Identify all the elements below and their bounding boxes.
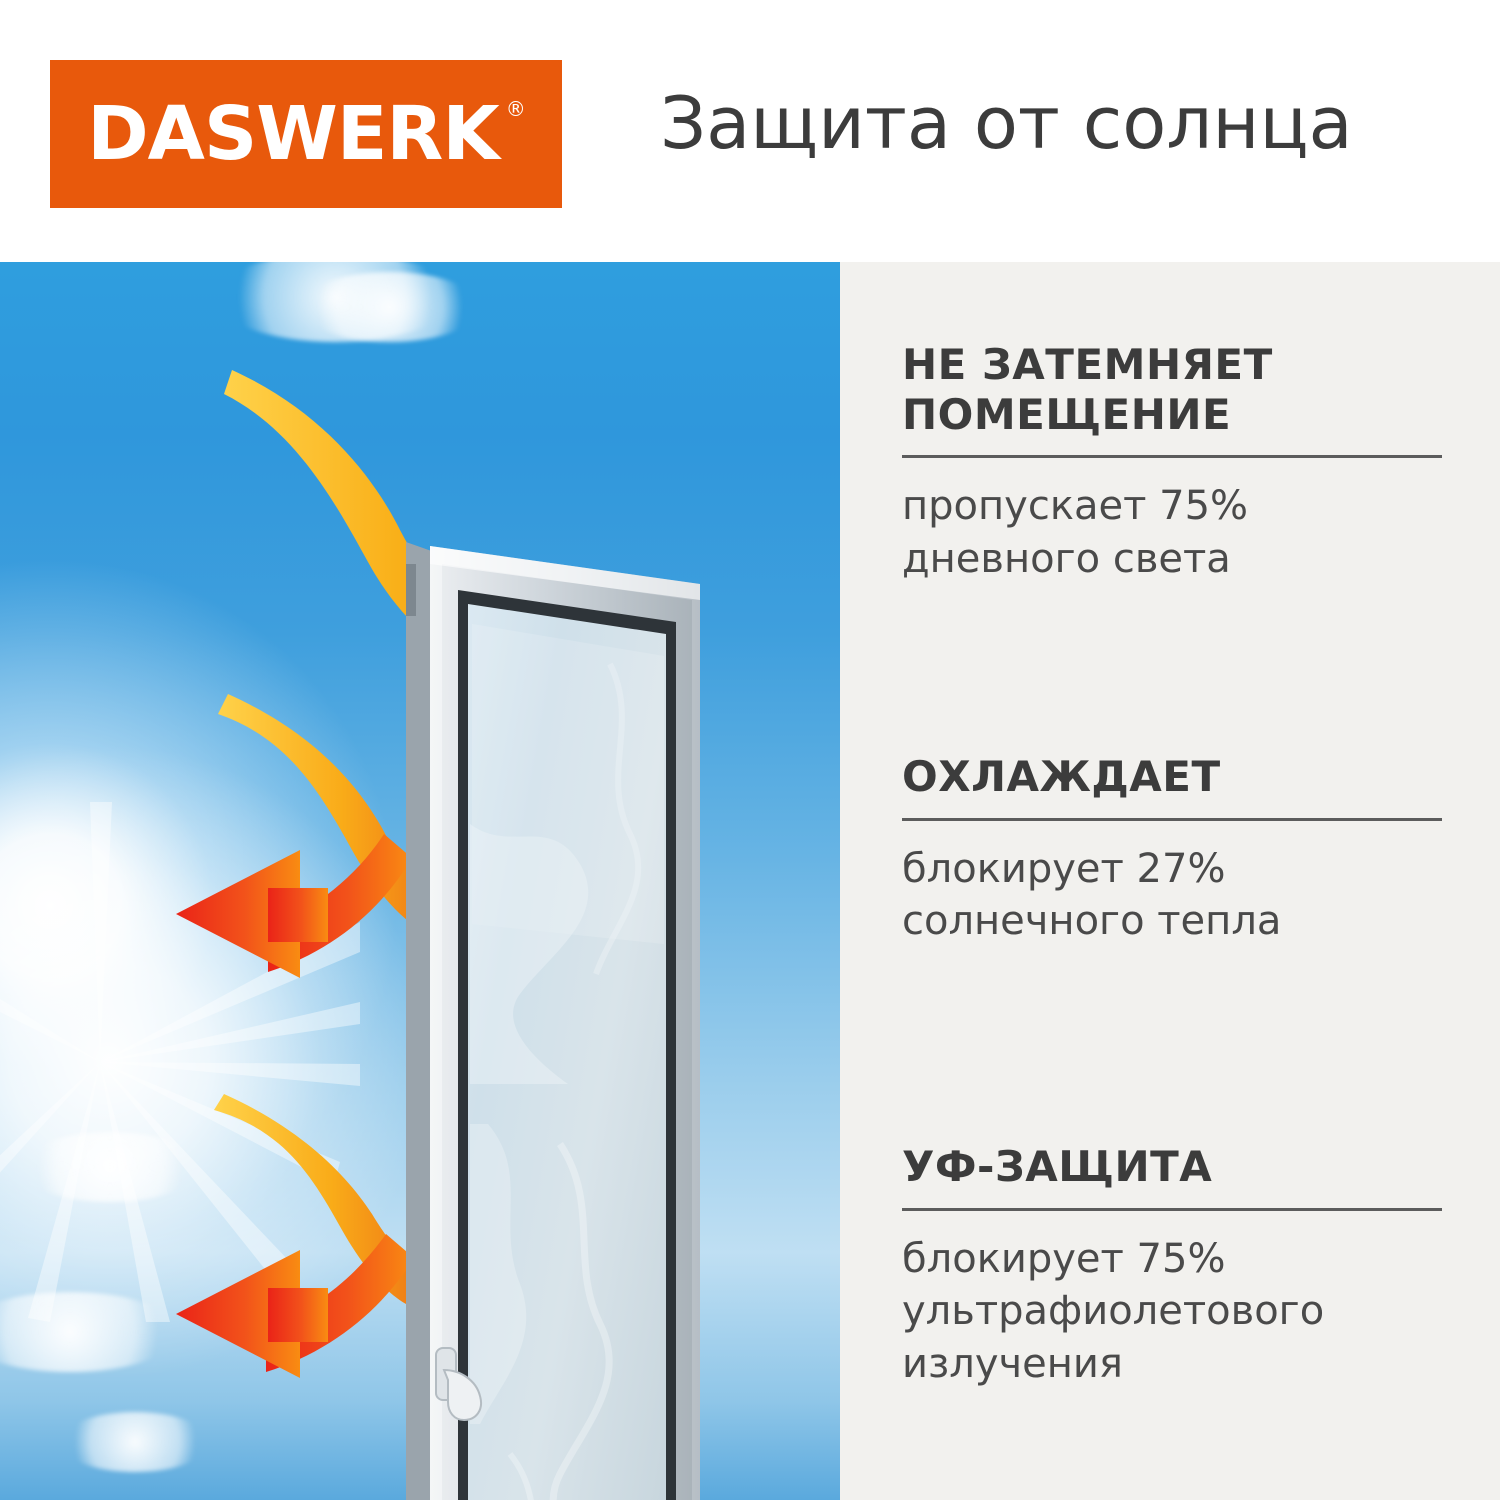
feature-item-brightness [902, 340, 1442, 586]
feature-item-uv-protection [902, 1142, 1442, 1391]
divider [902, 1208, 1442, 1211]
window-hinge-top [406, 564, 416, 616]
heat-reflect-arrow-2 [176, 1234, 414, 1378]
window-illustration [400, 524, 720, 1500]
feature-title: ОХЛАЖДАЕТ [902, 752, 1221, 801]
brand-logo-text [87, 91, 525, 177]
page-title: Защита от солнца [660, 81, 1353, 165]
brand-name: DASWERK [87, 91, 499, 177]
features-panel [840, 262, 1500, 1500]
divider [902, 818, 1442, 821]
heat-reflect-arrow-1 [176, 834, 412, 978]
feature-text: блокирует 27% солнечного тепла [902, 845, 1282, 945]
registered-trademark-icon: ® [505, 97, 525, 121]
feature-title: УФ-ЗАЩИТА [902, 1142, 1213, 1191]
divider [902, 455, 1442, 458]
header [0, 0, 1500, 262]
product-photo [0, 262, 840, 1500]
feature-text: блокирует 75% ультрафиолетового излучения [902, 1235, 1325, 1388]
feature-title: НЕ ЗАТЕМНЯЕТ ПОМЕЩЕНИЕ [902, 340, 1273, 439]
feature-item-cooling [902, 752, 1442, 948]
feature-text: пропускает 75% дневного света [902, 483, 1249, 582]
brand-logo [50, 60, 562, 208]
